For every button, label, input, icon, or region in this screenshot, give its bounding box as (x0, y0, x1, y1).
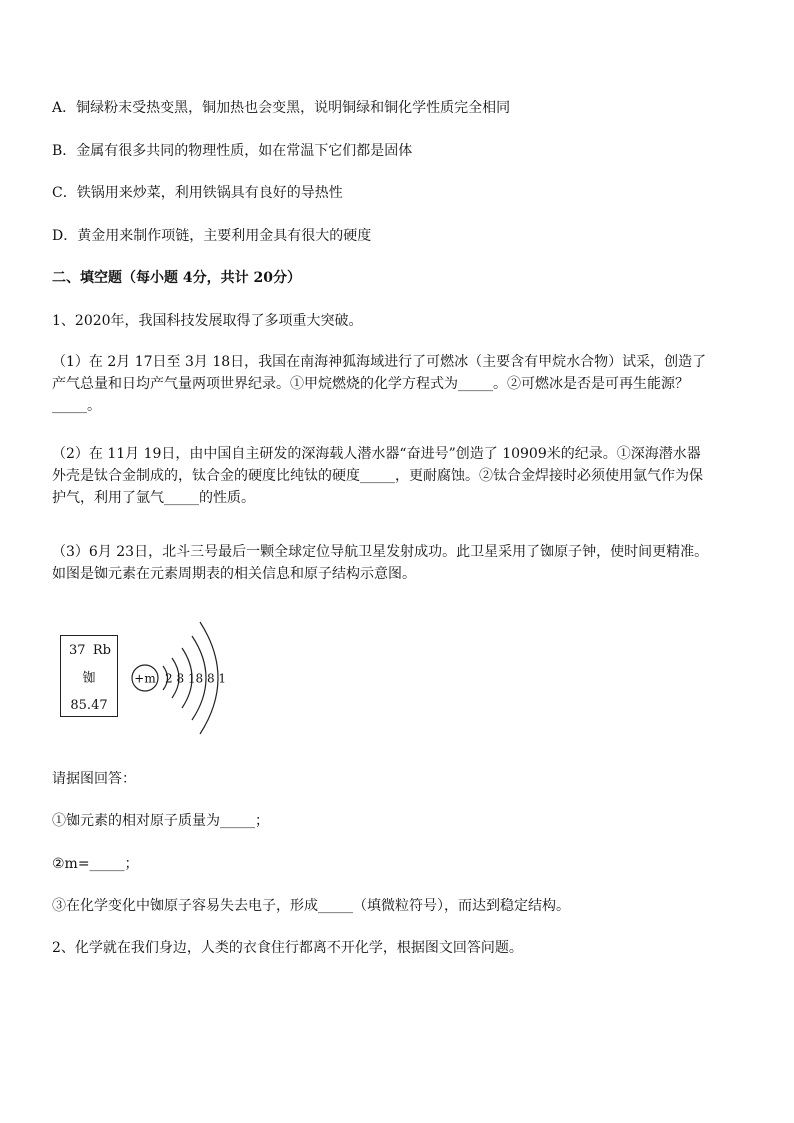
answer-prompt: 请据图回答： (52, 771, 136, 787)
option-c: C．铁锅用来炒菜，利用铁锅具有良好的导热性 (52, 185, 343, 201)
question-2-stem: 2、化学就在我们身边，人类的衣食住行都离不开化学，根据图文回答问题。 (52, 940, 523, 956)
question-1-part-1 (52, 351, 752, 417)
text-line: 外壳是钛合金制成的，钛合金的硬度比纯钛的硬度_____，更耐腐蚀。②钛合金焊接时必须使用氩气作为保 (52, 468, 703, 484)
section-title: 二、填空题（每小题 4分，共计 20分） (52, 270, 301, 286)
sub-question-1: ①铷元素的相对原子质量为_____； (52, 813, 269, 829)
sub-question-3: ③在化学变化中铷原子容易失去电子，形成_____（填微粒符号），而达到稳定结构。 (52, 898, 570, 914)
atom-structure-diagram (128, 614, 238, 738)
text-line: _____。 (52, 398, 101, 414)
atomic-mass: 85.47 (70, 698, 108, 713)
text-line: 产气总量和日均产气量两项世界纪录。①甲烷燃烧的化学方程式为_____。②可燃冰是否是可再生能源？ (52, 376, 689, 392)
text-line: （1）在 2月 17日至 3月 18日，我国在南海神狐海域进行了可燃冰（主要含有甲烷水合物）试采，创造了 (52, 354, 707, 370)
element-name: 铷 (82, 671, 96, 686)
sub-question-2: ②m=_____； (52, 856, 139, 872)
text-line: （2）在 11月 19日，由中国自主研发的深海载人潜水器“奋进号”创造了 10909米的纪录。①深海潜水器 (52, 446, 701, 462)
text-line: 如图是铷元素在元素周期表的相关信息和原子结构示意图。 (52, 566, 416, 582)
option-a: A．铜绿粉末受热变黑，铜加热也会变黑，说明铜绿和铜化学性质完全相同 (52, 100, 511, 116)
element-card (60, 635, 118, 717)
element-symbol: Rb (92, 643, 111, 658)
atomic-number: 37 (69, 643, 86, 658)
nucleus-label: +m (134, 671, 156, 686)
option-d: D．黄金用来制作项链，主要利用金具有很大的硬度 (52, 228, 372, 244)
option-b: B．金属有很多共同的物理性质，如在常温下它们都是固体 (52, 143, 413, 159)
text-line: （3）6月 23日，北斗三号最后一颗全球定位导航卫星发射成功。此卫星采用了铷原子钟，使时间更精准。 (52, 544, 709, 560)
question-1-part-2 (52, 443, 752, 509)
question-1-part-3 (52, 541, 752, 585)
question-1-stem: 1、2020年，我国科技发展取得了多项重大突破。 (52, 313, 363, 329)
text-line: 护气，利用了氩气_____的性质。 (52, 490, 255, 506)
shell-electron-counts: 2 8 18 8 1 (165, 671, 227, 686)
